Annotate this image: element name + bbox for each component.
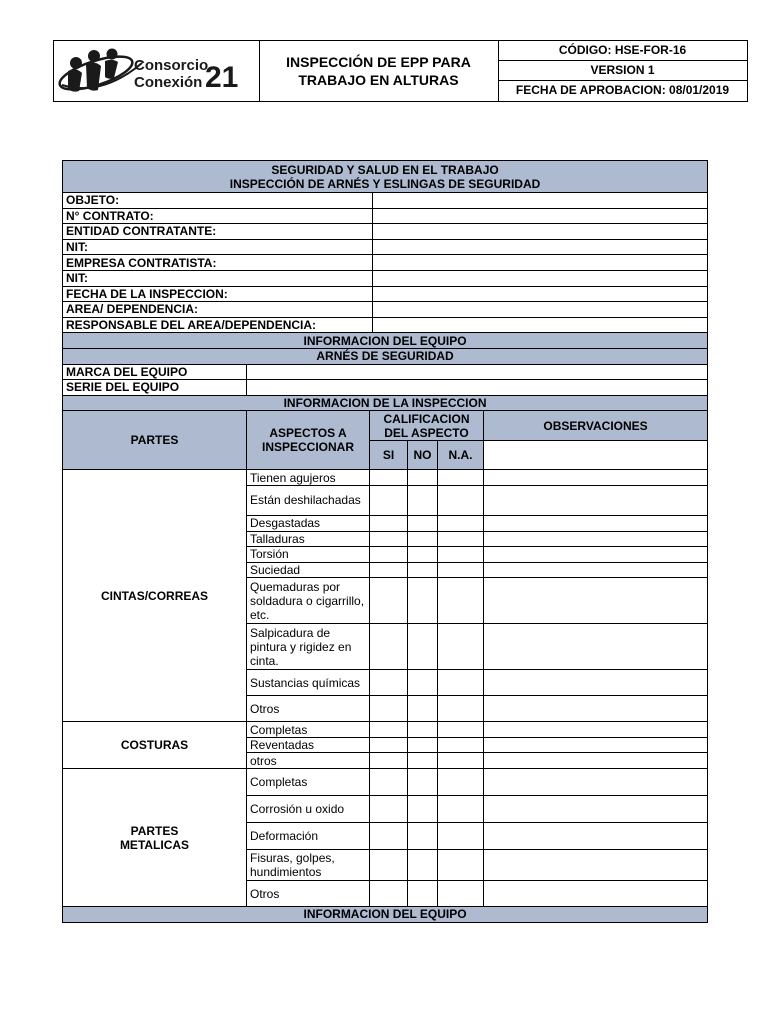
- aspect-row: [63, 722, 708, 738]
- observations-cell[interactable]: [484, 578, 708, 624]
- observations-cell[interactable]: [484, 562, 708, 578]
- rating-no-cell[interactable]: [408, 696, 438, 722]
- field-value-responsable-area[interactable]: [373, 317, 708, 333]
- rating-si-cell[interactable]: [370, 531, 408, 547]
- column-header-aspects: [247, 411, 370, 470]
- rating-na-cell[interactable]: [438, 547, 484, 563]
- aspect-label: Desgastadas: [247, 515, 370, 531]
- rating-si-cell[interactable]: [370, 578, 408, 624]
- document-title-line2: TRABAJO EN ALTURAS: [298, 72, 459, 88]
- field-value-marca-equipo[interactable]: [247, 364, 708, 380]
- field-value-entidad-contratante[interactable]: [373, 224, 708, 240]
- document-title: [259, 41, 499, 101]
- logo-text-consorcio: Consorcio: [134, 57, 209, 74]
- observations-cell[interactable]: [484, 881, 708, 907]
- column-header-rating-line2: DEL ASPECTO: [384, 425, 469, 440]
- rating-no-cell[interactable]: [408, 737, 438, 753]
- aspect-label: Fisuras, golpes, hundimientos: [247, 850, 370, 881]
- aspect-label: Salpicadura de pintura y rigidez en cinta.: [247, 624, 370, 670]
- field-value-objeto[interactable]: [373, 193, 708, 209]
- rating-si-cell[interactable]: [370, 670, 408, 696]
- field-value-nit-empresa[interactable]: [373, 270, 708, 286]
- harness-band-row: [63, 348, 708, 364]
- rating-na-cell[interactable]: [438, 578, 484, 624]
- rating-si-cell[interactable]: [370, 753, 408, 769]
- rating-na-cell[interactable]: [438, 624, 484, 670]
- field-label-area-dependencia: AREA/ DEPENDENCIA:: [63, 302, 373, 318]
- field-value-nit-entidad[interactable]: [373, 239, 708, 255]
- rating-na-cell[interactable]: [438, 823, 484, 850]
- rating-no-cell[interactable]: [408, 515, 438, 531]
- rating-na-cell[interactable]: [438, 753, 484, 769]
- rating-no-cell[interactable]: [408, 485, 438, 515]
- observations-cell[interactable]: [484, 823, 708, 850]
- field-value-empresa-contratista[interactable]: [373, 255, 708, 271]
- field-label-nit-empresa: NIT:: [63, 270, 373, 286]
- observations-cell[interactable]: [484, 547, 708, 563]
- aspect-label: Quemaduras por soldadura o cigarrillo, etc.: [247, 578, 370, 624]
- observations-cell[interactable]: [484, 737, 708, 753]
- rating-na-cell[interactable]: [438, 531, 484, 547]
- part-label-cintas-correas: CINTAS/CORREAS: [63, 470, 247, 722]
- rating-no-cell[interactable]: [408, 562, 438, 578]
- observations-cell[interactable]: [484, 850, 708, 881]
- field-label-marca-equipo: MARCA DEL EQUIPO: [63, 364, 247, 380]
- field-label-objeto: OBJETO:: [63, 193, 373, 209]
- form-title: [63, 161, 708, 193]
- general-field-row: [63, 286, 708, 302]
- field-value-area-dependencia[interactable]: [373, 302, 708, 318]
- rating-si-cell[interactable]: [370, 769, 408, 796]
- rating-na-cell[interactable]: [438, 796, 484, 823]
- aspect-label: Tienen agujeros: [247, 470, 370, 486]
- field-label-entidad-contratante: ENTIDAD CONTRATANTE:: [63, 224, 373, 240]
- rating-no-cell[interactable]: [408, 670, 438, 696]
- field-label-responsable-area: RESPONSABLE DEL AREA/DEPENDENCIA:: [63, 317, 373, 333]
- rating-no-cell[interactable]: [408, 722, 438, 738]
- part-label-costuras: COSTURAS: [63, 722, 247, 769]
- document-code: CÓDIGO: HSE-FOR-16: [498, 41, 747, 61]
- column-header-row-1: [63, 411, 708, 441]
- rating-si-cell[interactable]: [370, 485, 408, 515]
- equipment-info-heading: INFORMACION DEL EQUIPO: [63, 333, 708, 349]
- column-header-aspects-line1: ASPECTOS A: [269, 426, 347, 441]
- observations-cell[interactable]: [484, 670, 708, 696]
- rating-si-cell[interactable]: [370, 881, 408, 907]
- general-field-row: [63, 193, 708, 209]
- rating-no-cell[interactable]: [408, 769, 438, 796]
- column-header-na: N.A.: [438, 441, 484, 470]
- rating-si-cell[interactable]: [370, 850, 408, 881]
- rating-na-cell[interactable]: [438, 737, 484, 753]
- rating-na-cell[interactable]: [438, 470, 484, 486]
- column-header-aspects-line2: INSPECCIONAR: [261, 440, 354, 455]
- rating-si-cell[interactable]: [370, 624, 408, 670]
- equipment-info-band-row: [63, 333, 708, 349]
- field-label-nit-entidad: NIT:: [63, 239, 373, 255]
- rating-no-cell[interactable]: [408, 823, 438, 850]
- equipment-field-row: [63, 364, 708, 380]
- harness-heading: ARNÉS DE SEGURIDAD: [63, 348, 708, 364]
- general-field-row: [63, 224, 708, 240]
- field-value-serie-equipo[interactable]: [247, 380, 708, 396]
- rating-si-cell[interactable]: [370, 547, 408, 563]
- general-field-row: [63, 208, 708, 224]
- observations-cell[interactable]: [484, 796, 708, 823]
- aspect-label: Sustancias químicas: [247, 670, 370, 696]
- company-logo: [54, 41, 260, 101]
- rating-si-cell[interactable]: [370, 823, 408, 850]
- part-label-partes-metalicas: [63, 769, 247, 907]
- column-header-rating: [370, 411, 484, 441]
- aspect-label: Suciedad: [247, 562, 370, 578]
- aspect-label: Corrosión u oxido: [247, 796, 370, 823]
- aspect-row: [63, 769, 708, 796]
- footer-band-row: [63, 907, 708, 923]
- aspect-label: Deformación: [247, 823, 370, 850]
- rating-si-cell[interactable]: [370, 796, 408, 823]
- document-title-line1: INSPECCIÓN DE EPP PARA: [286, 54, 471, 70]
- rating-na-cell[interactable]: [438, 515, 484, 531]
- rating-si-cell[interactable]: [370, 515, 408, 531]
- rating-si-cell[interactable]: [370, 722, 408, 738]
- rating-no-cell[interactable]: [408, 531, 438, 547]
- aspect-label: Completas: [247, 769, 370, 796]
- document-meta: [498, 41, 747, 101]
- inspection-info-heading: INFORMACION DE LA INSPECCION: [63, 395, 708, 411]
- rating-no-cell[interactable]: [408, 753, 438, 769]
- column-header-rating-line1: CALIFICACION: [383, 411, 470, 426]
- equipment-field-row: [63, 380, 708, 396]
- general-field-row: [63, 239, 708, 255]
- aspect-label: Talladuras: [247, 531, 370, 547]
- rating-si-cell[interactable]: [370, 737, 408, 753]
- column-header-observations-blank: [484, 441, 708, 470]
- approval-date: FECHA DE APROBACION: 08/01/2019: [515, 83, 730, 97]
- rating-no-cell[interactable]: [408, 624, 438, 670]
- column-header-observations: OBSERVACIONES: [484, 411, 708, 441]
- field-label-contrato: N° CONTRATO:: [63, 208, 373, 224]
- rating-no-cell[interactable]: [408, 470, 438, 486]
- rating-na-cell[interactable]: [438, 696, 484, 722]
- rating-si-cell[interactable]: [370, 470, 408, 486]
- rating-na-cell[interactable]: [438, 769, 484, 796]
- footer-equipment-info-heading: INFORMACION DEL EQUIPO: [63, 907, 708, 923]
- observations-cell[interactable]: [484, 753, 708, 769]
- field-label-serie-equipo: SERIE DEL EQUIPO: [63, 380, 247, 396]
- field-label-empresa-contratista: EMPRESA CONTRATISTA:: [63, 255, 373, 271]
- rating-si-cell[interactable]: [370, 696, 408, 722]
- rating-no-cell[interactable]: [408, 850, 438, 881]
- document-header: [53, 40, 748, 102]
- aspect-label: Otros: [247, 696, 370, 722]
- form-title-line1: SEGURIDAD Y SALUD EN EL TRABAJO: [271, 162, 499, 177]
- rating-na-cell[interactable]: [438, 881, 484, 907]
- rating-no-cell[interactable]: [408, 547, 438, 563]
- general-field-row: [63, 255, 708, 271]
- inspection-form-table: [62, 160, 708, 923]
- rating-no-cell[interactable]: [408, 881, 438, 907]
- logo-text-number: 21: [205, 61, 239, 94]
- observations-cell[interactable]: [484, 624, 708, 670]
- aspect-label: otros: [247, 753, 370, 769]
- part-label-partes-metalicas-line2: METALICAS: [119, 837, 190, 852]
- observations-cell[interactable]: [484, 485, 708, 515]
- general-field-row: [63, 302, 708, 318]
- aspect-label: Otros: [247, 881, 370, 907]
- column-header-parts: PARTES: [63, 411, 247, 470]
- rating-na-cell[interactable]: [438, 485, 484, 515]
- field-value-fecha-inspeccion[interactable]: [373, 286, 708, 302]
- rating-no-cell[interactable]: [408, 578, 438, 624]
- aspect-label: Reventadas: [247, 737, 370, 753]
- field-value-contrato[interactable]: [373, 208, 708, 224]
- rating-na-cell[interactable]: [438, 562, 484, 578]
- form-title-row: [63, 161, 708, 193]
- logo-text-conexion: Conexión: [134, 74, 203, 91]
- general-field-row: [63, 270, 708, 286]
- rating-no-cell[interactable]: [408, 796, 438, 823]
- aspect-label: Completas: [247, 722, 370, 738]
- observations-cell[interactable]: [484, 515, 708, 531]
- aspect-label: Torsión: [247, 547, 370, 563]
- observations-cell[interactable]: [484, 722, 708, 738]
- document-version: VERSION 1: [498, 61, 747, 81]
- field-label-fecha-inspeccion: FECHA DE LA INSPECCION:: [63, 286, 373, 302]
- observations-cell[interactable]: [484, 531, 708, 547]
- column-header-si: SI: [370, 441, 408, 470]
- observations-cell[interactable]: [484, 769, 708, 796]
- form-title-line2: INSPECCIÓN DE ARNÉS Y ESLINGAS DE SEGURIDAD: [229, 176, 541, 191]
- observations-cell[interactable]: [484, 696, 708, 722]
- part-label-partes-metalicas-line1: PARTES: [130, 823, 179, 838]
- aspect-row: [63, 470, 708, 486]
- aspect-label: Están deshilachadas: [247, 485, 370, 515]
- observations-cell[interactable]: [484, 470, 708, 486]
- rating-na-cell[interactable]: [438, 850, 484, 881]
- rating-si-cell[interactable]: [370, 562, 408, 578]
- column-header-no: NO: [408, 441, 438, 470]
- rating-na-cell[interactable]: [438, 722, 484, 738]
- rating-na-cell[interactable]: [438, 670, 484, 696]
- consorcio-logo-graphic: [54, 41, 259, 101]
- inspection-info-band-row: [63, 395, 708, 411]
- general-field-row: [63, 317, 708, 333]
